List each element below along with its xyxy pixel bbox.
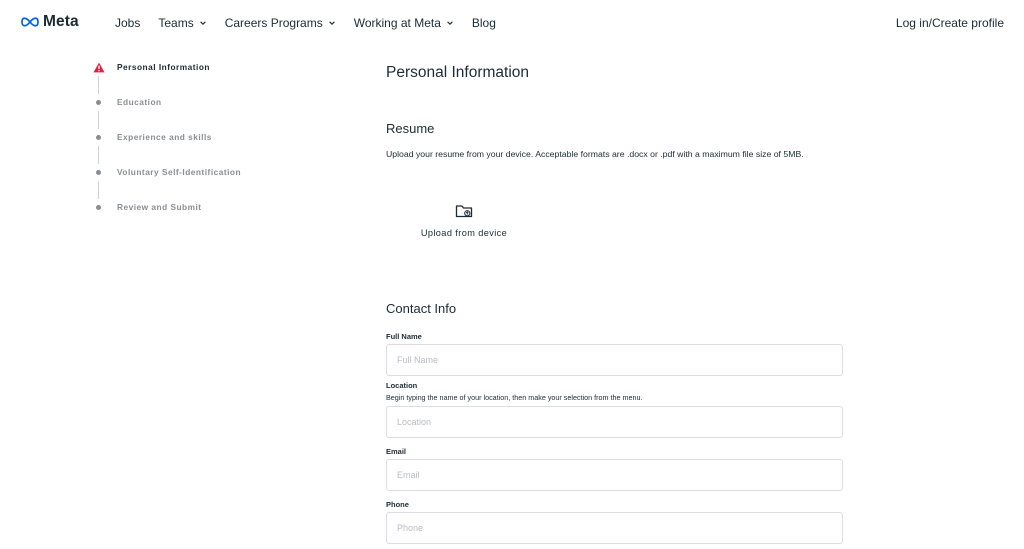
- upload-from-device-button[interactable]: [414, 203, 514, 243]
- step-dot: [96, 135, 101, 140]
- nav-item-working-at-meta[interactable]: [354, 16, 454, 30]
- step-label: Review and Submit: [117, 202, 202, 212]
- resume-description: Upload your resume from your device. Acceptable formats are .docx or .pdf with a maximum file size of 5MB.: [386, 149, 804, 159]
- contact-info-title: Contact Info: [386, 301, 457, 316]
- location-input[interactable]: [386, 406, 843, 438]
- chevron-down-icon: [328, 19, 336, 27]
- nav-item-teams[interactable]: [158, 16, 206, 30]
- location-label: Location: [386, 381, 418, 390]
- step-label: Voluntary Self-Identification: [117, 167, 242, 177]
- step-dot: [96, 170, 101, 175]
- nav-item-label: Working at Meta: [353, 16, 441, 30]
- application-stepper: [90, 58, 310, 218]
- step-label: Education: [117, 97, 162, 107]
- step-review-and-submit[interactable]: [90, 198, 310, 216]
- step-marker: [90, 129, 107, 146]
- step-label: Personal Information: [117, 62, 210, 72]
- step-voluntary-self-identification[interactable]: [90, 163, 310, 181]
- step-experience-and-skills[interactable]: [90, 128, 310, 146]
- nav-item-jobs[interactable]: [115, 16, 140, 30]
- location-help-text: Begin typing the name of your location, then make your selection from the menu.: [386, 393, 643, 402]
- phone-input[interactable]: [386, 512, 843, 544]
- step-education[interactable]: [90, 93, 310, 111]
- meta-logo[interactable]: [20, 13, 79, 31]
- nav-item-label: Careers Programs: [224, 16, 323, 30]
- main-nav: [115, 16, 514, 30]
- nav-item-careers-programs[interactable]: [225, 16, 336, 30]
- top-navigation: [0, 0, 1024, 46]
- warning-icon: [93, 62, 105, 73]
- nav-item-label: Jobs: [115, 16, 141, 30]
- step-dot: [96, 205, 101, 210]
- step-marker: [90, 94, 107, 111]
- phone-label: Phone: [386, 500, 409, 509]
- login-create-profile-link[interactable]: Log in/Create profile: [895, 16, 1004, 30]
- step-marker: [90, 164, 107, 181]
- full-name-label: Full Name: [386, 332, 422, 341]
- chevron-down-icon: [199, 19, 207, 27]
- nav-item-label: Blog: [471, 16, 496, 30]
- upload-label: Upload from device: [420, 228, 508, 238]
- full-name-input[interactable]: [386, 344, 843, 376]
- step-personal-information[interactable]: [90, 58, 310, 76]
- meta-infinity-icon: [20, 16, 40, 28]
- brand-name: Meta: [43, 13, 79, 30]
- email-input[interactable]: [386, 459, 843, 491]
- step-marker: [90, 59, 107, 76]
- chevron-down-icon: [446, 19, 454, 27]
- step-label: Experience and skills: [117, 132, 212, 142]
- folder-upload-icon: [455, 203, 473, 219]
- email-label: Email: [386, 447, 407, 456]
- step-dot: [96, 100, 101, 105]
- resume-section-title: Resume: [386, 121, 435, 136]
- nav-item-blog[interactable]: [472, 16, 496, 30]
- step-marker: [90, 199, 107, 216]
- page-title: Personal Information: [386, 64, 530, 81]
- nav-item-label: Teams: [158, 16, 194, 30]
